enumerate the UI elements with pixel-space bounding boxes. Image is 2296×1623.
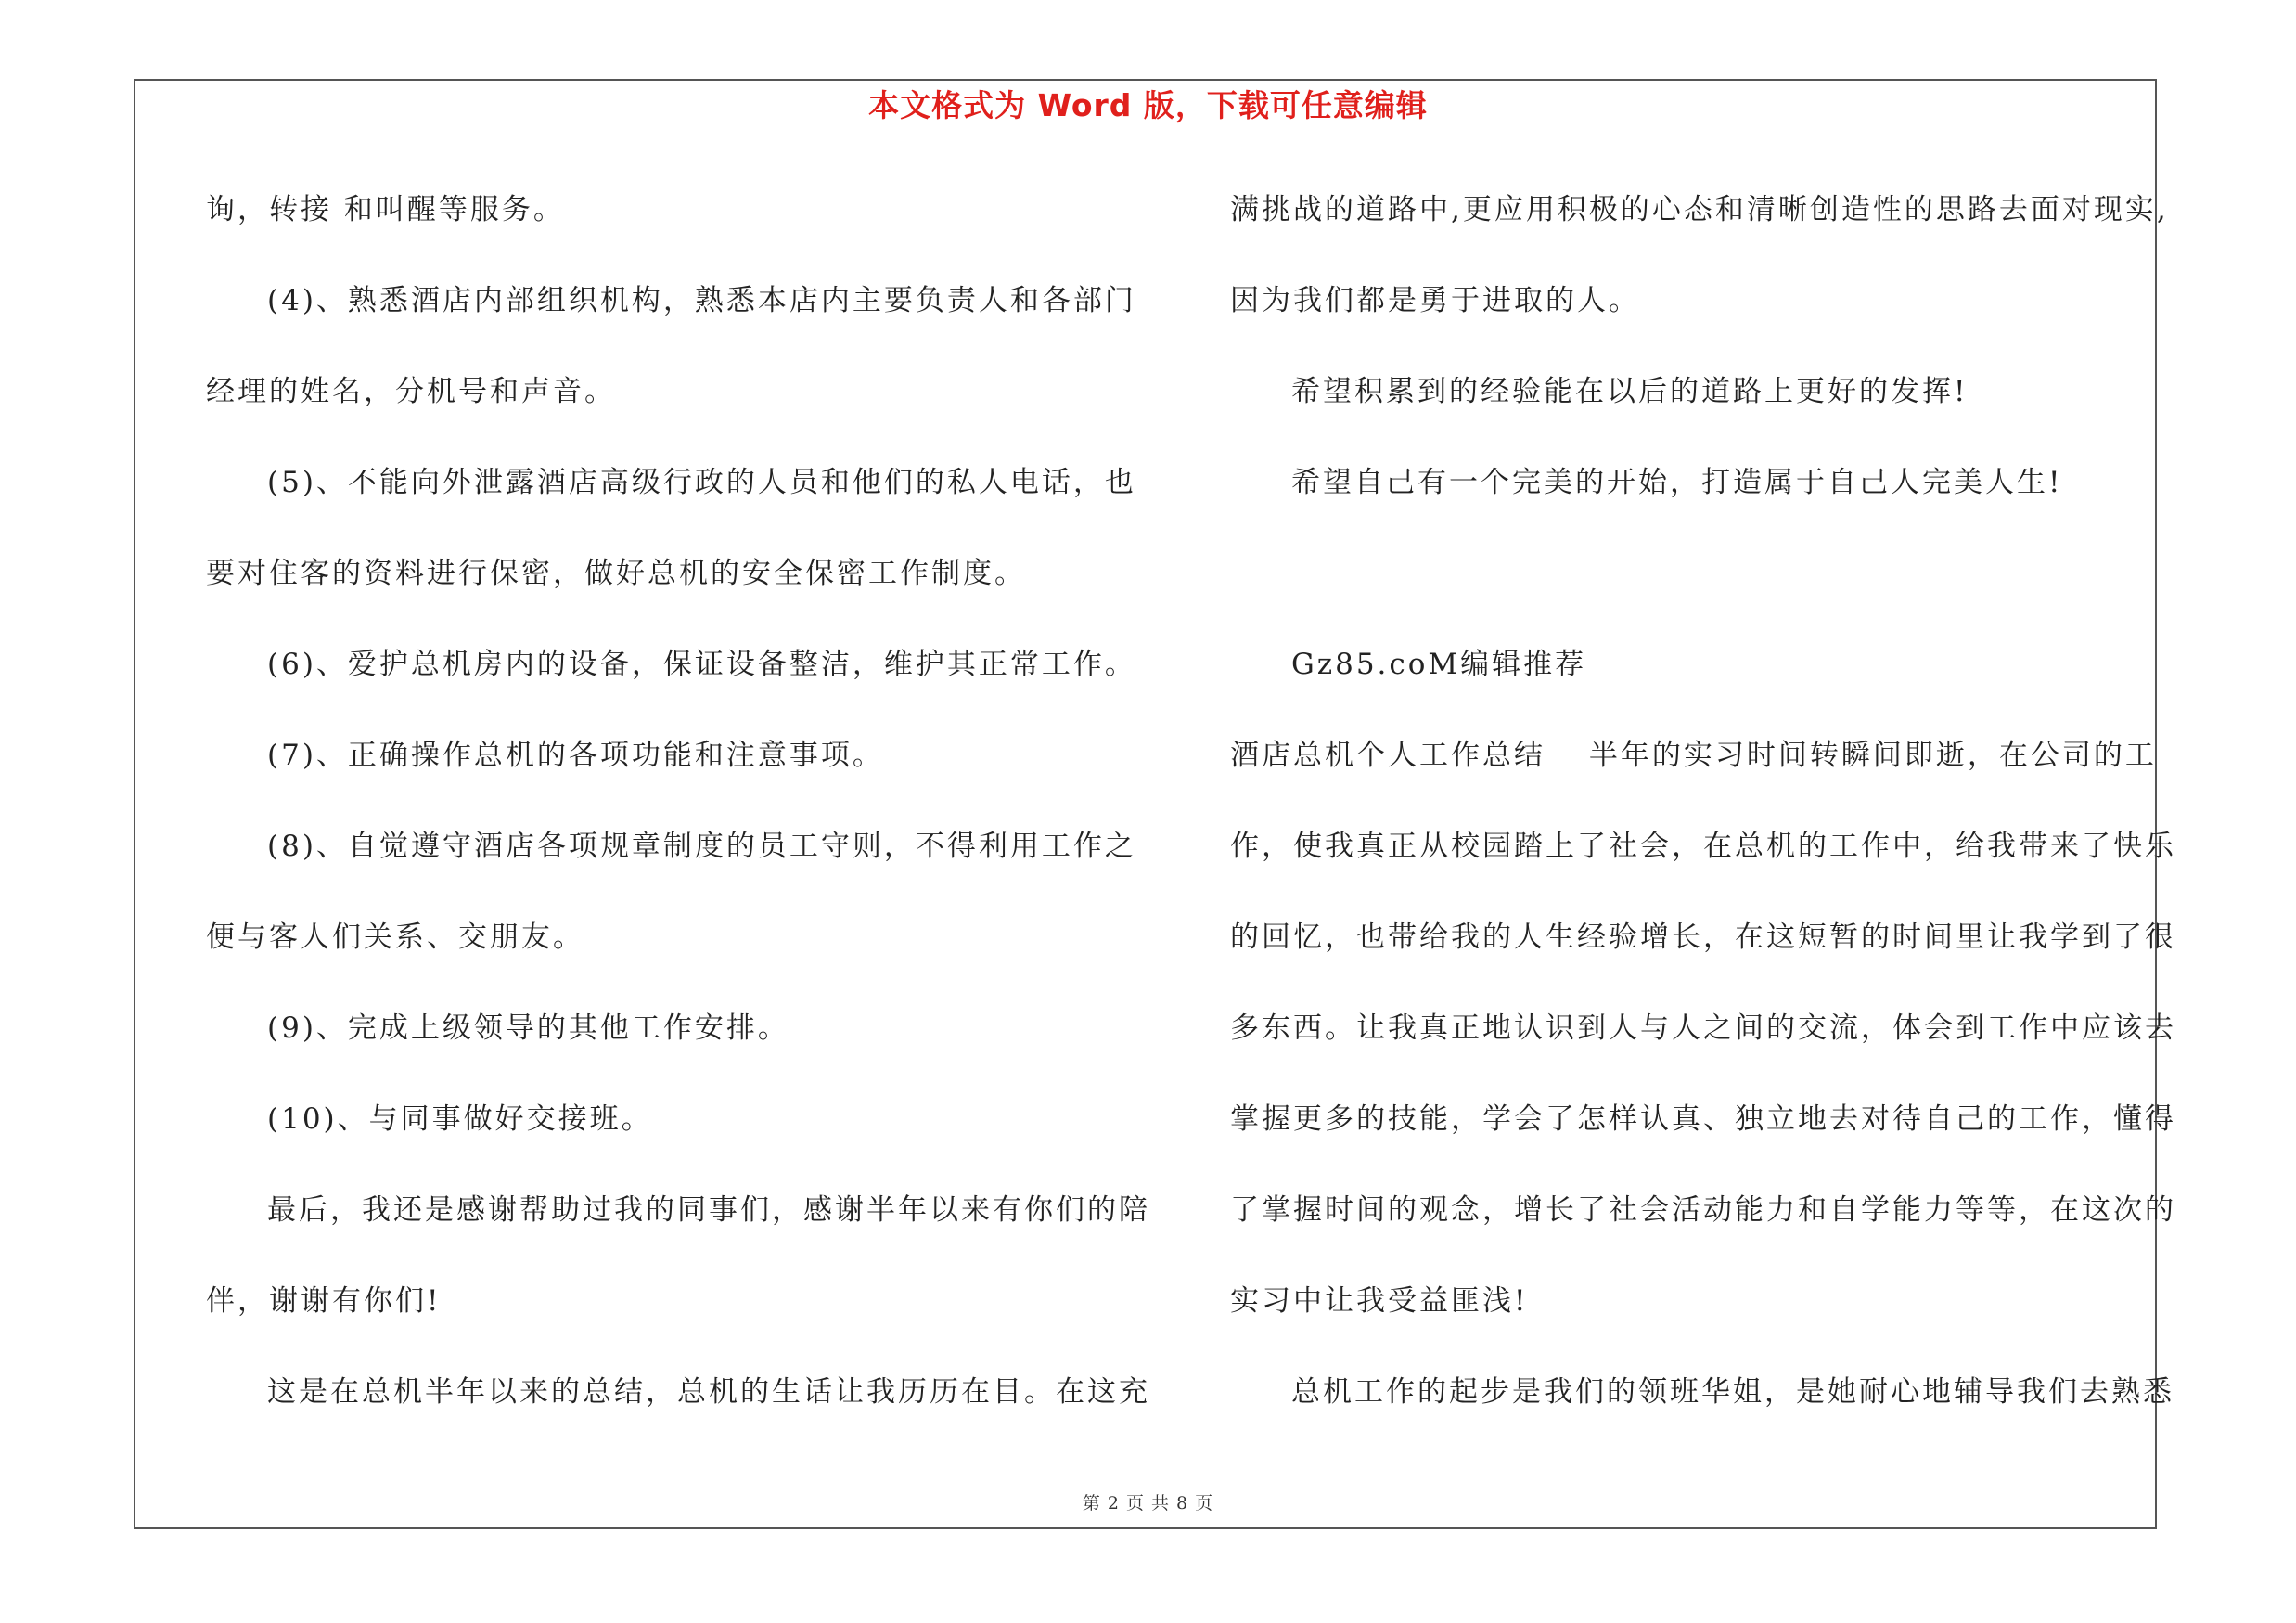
paragraph-line: 要对住客的资料进行保密，做好总机的安全保密工作制度。 <box>206 557 1026 590</box>
paragraph-line: 满挑战的道路中,更应用积极的心态和清晰创造性的思路去面对现实, <box>1230 193 2169 226</box>
paragraph-line: 伴，谢谢有你们! <box>206 1284 442 1318</box>
recommend-label: Gz85.coM编辑推荐 <box>1291 648 1587 681</box>
paragraph-line: (5)、不能向外泄露酒店高级行政的人员和他们的私人电话，也 <box>267 466 1136 499</box>
paragraph-line: (9)、完成上级领导的其他工作安排。 <box>267 1011 789 1045</box>
paragraph-line: (7)、正确操作总机的各项功能和注意事项。 <box>267 739 884 772</box>
paragraph-line: (10)、与同事做好交接班。 <box>267 1102 653 1136</box>
paragraph-line: (4)、熟悉酒店内部组织机构，熟悉本店内主要负责人和各部门 <box>267 284 1136 317</box>
paragraph-line: 经理的姓名，分机号和声音。 <box>206 375 616 408</box>
document-header: 本文格式为 Word 版，下载可任意编辑 <box>868 87 1428 123</box>
paragraph-line: 作，使我真正从校园踏上了社会，在总机的工作中，给我带来了快乐 <box>1230 830 2176 863</box>
paragraph-line: 便与客人们关系、交朋友。 <box>206 921 584 954</box>
page-number: 第 2 页 共 8 页 <box>1082 1493 1214 1514</box>
paragraph-line: 最后，我还是感谢帮助过我的同事们，感谢半年以来有你们的陪 <box>267 1193 1150 1227</box>
paragraph-line: 总机工作的起步是我们的领班华姐，是她耐心地辅导我们去熟悉 <box>1291 1375 2174 1409</box>
paragraph-line: 实习中让我受益匪浅! <box>1230 1284 1529 1318</box>
paragraph-line: 多东西。让我真正地认识到人与人之间的交流，体会到工作中应该去 <box>1230 1011 2176 1045</box>
paragraph-line: 酒店总机个人工作总结 半年的实习时间转瞬间即逝，在公司的工 <box>1230 739 2157 772</box>
paragraph-line: (8)、自觉遵守酒店各项规章制度的员工守则，不得利用工作之 <box>267 830 1136 863</box>
paragraph-line: 这是在总机半年以来的总结，总机的生话让我历历在目。在这充 <box>267 1375 1150 1409</box>
paragraph-line: 询，转接 和叫醒等服务。 <box>206 193 565 226</box>
paragraph-line: (6)、爱护总机房内的设备，保证设备整洁，维护其正常工作。 <box>267 648 1136 681</box>
paragraph-line: 希望积累到的经验能在以后的道路上更好的发挥! <box>1291 375 1969 408</box>
paragraph-line: 掌握更多的技能，学会了怎样认真、独立地去对待自己的工作，懂得 <box>1230 1102 2176 1136</box>
paragraph-line: 了掌握时间的观念，增长了社会活动能力和自学能力等等，在这次的 <box>1230 1193 2176 1227</box>
paragraph-line: 的回忆，也带给我的人生经验增长，在这短暂的时间里让我学到了很 <box>1230 921 2176 954</box>
paragraph-line: 因为我们都是勇于进取的人。 <box>1230 284 1640 317</box>
paragraph-line: 希望自己有一个完美的开始，打造属于自己人完美人生! <box>1291 466 2063 499</box>
